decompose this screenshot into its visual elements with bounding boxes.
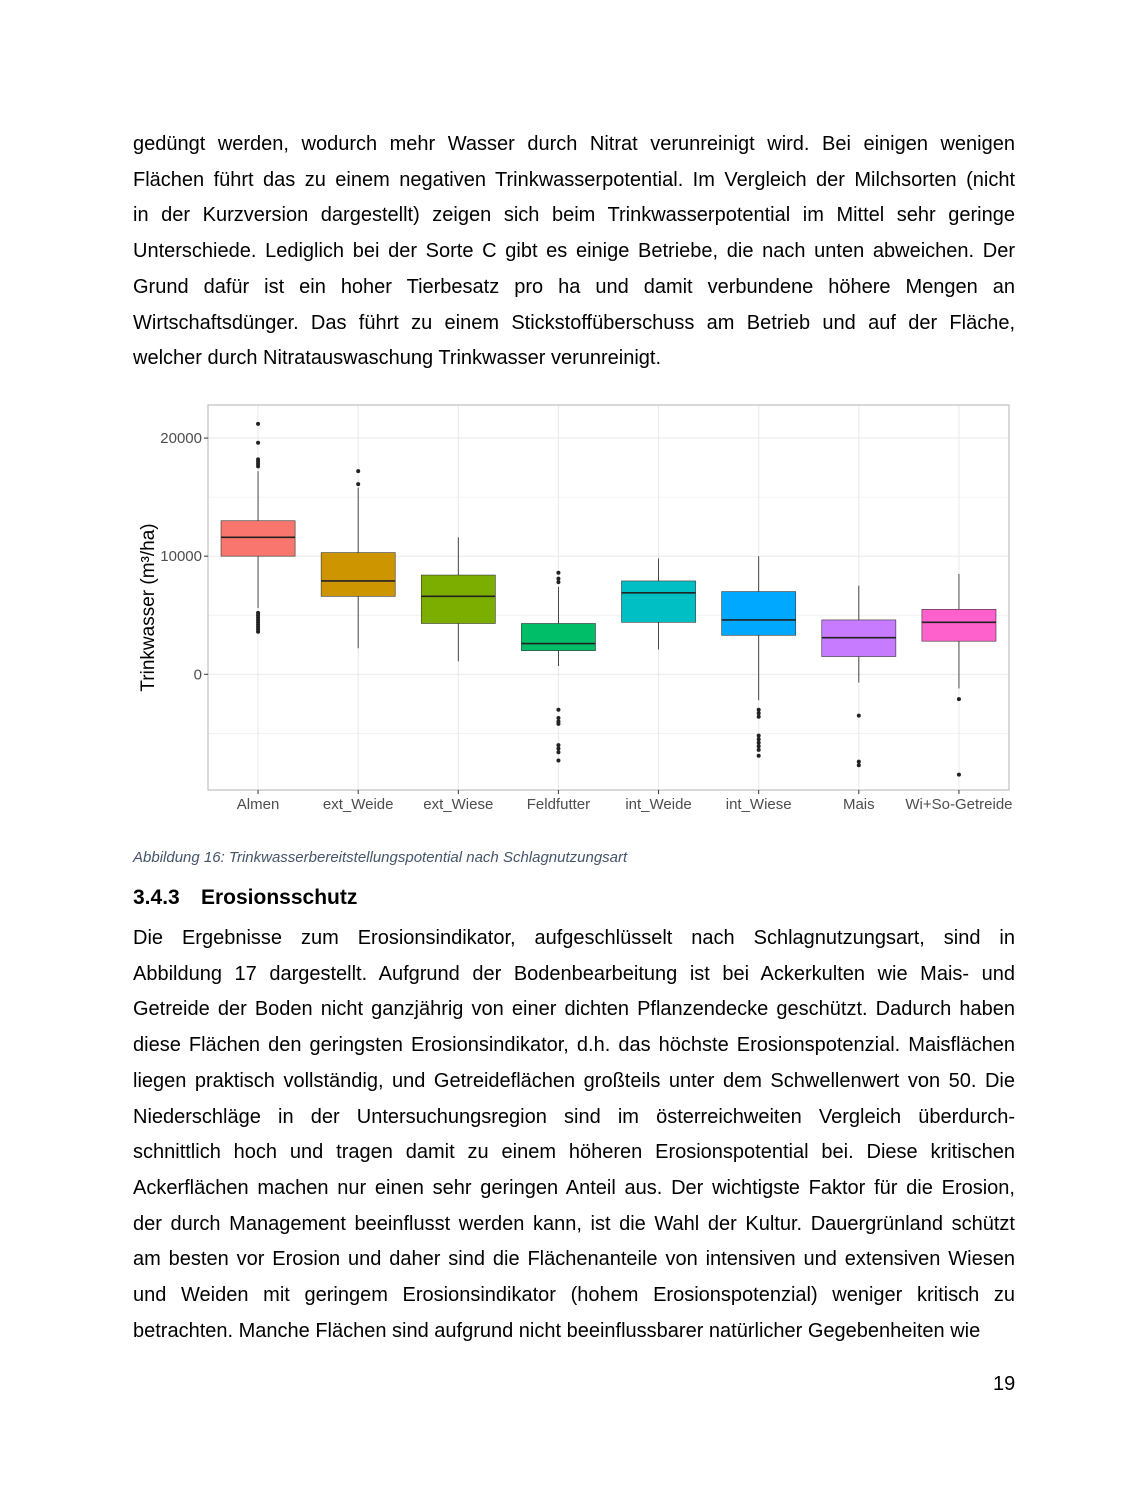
text-line: schnittlich hoch und tragen damit zu einem höheren Erosionspotential bei. Diese kritischen bbox=[133, 1141, 1015, 1164]
chart-y-axis-label: Trinkwasser (m³/ha) bbox=[138, 523, 159, 692]
text-line: und Weiden mit geringem Erosionsindikator (hohem Erosionspotenzial) weniger kritisch zu bbox=[133, 1284, 1015, 1307]
text-line: Getreide der Boden nicht ganzjährig von einer dichten Pflanzendecke geschützt. Dadurch haben bbox=[133, 998, 1015, 1021]
outlier-point bbox=[556, 722, 560, 726]
x-tick-label: ext_Wiese bbox=[423, 796, 494, 813]
y-tick-label: 10000 bbox=[160, 548, 202, 566]
y-tick-label: 20000 bbox=[160, 430, 202, 448]
outlier-point bbox=[256, 611, 260, 615]
figure-caption: Abbildung 16: Trinkwasserbereitstellungspotential nach Schlagnutzungsart bbox=[133, 849, 628, 866]
outlier-point bbox=[957, 697, 961, 701]
iqr-box bbox=[521, 623, 595, 650]
section-number: 3.4.3 bbox=[133, 886, 180, 909]
outlier-point bbox=[556, 750, 560, 754]
text-line: betrachten. Manche Flächen sind aufgrund nicht beeinflussbarer natürlicher Gegebenheiten wie bbox=[133, 1319, 981, 1342]
outlier-point bbox=[256, 441, 260, 445]
outlier-point bbox=[757, 715, 761, 719]
text-line: Wirtschaftsdünger. Das führt zu einem Stickstoffüberschuss am Betrieb und auf der Fläche, bbox=[133, 311, 1015, 334]
outlier-point bbox=[556, 716, 560, 720]
text-line: Die Ergebnisse zum Erosionsindikator, aufgeschlüsselt nach Schlagnutzungsart, sind in bbox=[133, 927, 1015, 949]
x-tick-label: ext_Weide bbox=[322, 796, 394, 813]
section-title: Erosionsschutz bbox=[201, 886, 358, 909]
outlier-point bbox=[556, 571, 560, 575]
outlier-point bbox=[757, 741, 761, 745]
outlier-point bbox=[556, 743, 560, 747]
text-line: Grund dafür ist ein hoher Tierbesatz pro ha und damit verbundene höhere Mengen an bbox=[133, 275, 1015, 298]
text-line: der durch Management beeinflusst werden kann, ist die Wahl der Kultur. Dauergrünland schützt bbox=[133, 1212, 1015, 1235]
x-tick-label: Wi+So-Getreide bbox=[905, 796, 1013, 813]
x-tick-label: int_Wiese bbox=[725, 796, 792, 813]
outlier-point bbox=[757, 744, 761, 748]
x-tick-label: Feldfutter bbox=[526, 796, 591, 813]
outlier-point bbox=[356, 482, 360, 486]
outlier-point bbox=[256, 422, 260, 426]
outlier-point bbox=[857, 714, 861, 718]
outlier-point bbox=[857, 763, 861, 767]
text-line: Unterschiede. Lediglich bei der Sorte C gibt es einige Betriebe, die nach unten abweichen. Der bbox=[133, 240, 1015, 263]
outlier-point bbox=[757, 711, 761, 715]
outlier-point bbox=[356, 469, 360, 473]
outlier-point bbox=[556, 758, 560, 762]
text-line: welcher durch Nitratauswaschung Trinkwasser verunreinigt. bbox=[133, 347, 662, 370]
text-line: in der Kurzversion dargestellt) zeigen sich beim Trinkwasserpotential im Mittel sehr geringe bbox=[133, 204, 1015, 227]
outlier-point bbox=[757, 734, 761, 738]
page-number: 19 bbox=[993, 1373, 1016, 1395]
text-line: liegen praktisch vollständig, und Getreideflächen großteils unter dem Schwellenwert von 50. Die bbox=[133, 1069, 1015, 1092]
y-tick-label: 0 bbox=[193, 666, 202, 684]
text-line: Ackerflächen machen nur einen sehr geringen Anteil aus. Der wichtigste Faktor für die Erosion, bbox=[133, 1176, 1015, 1199]
outlier-point bbox=[857, 760, 861, 764]
text-line: Niederschläge in der Untersuchungsregion sind im österreichweiten Vergleich überdurch- bbox=[133, 1105, 1015, 1128]
iqr-box bbox=[722, 592, 796, 636]
outlier-point bbox=[957, 773, 961, 777]
body-paragraph-1 bbox=[133, 127, 1015, 377]
iqr-box bbox=[922, 609, 996, 641]
boxplot-chart bbox=[130, 395, 1020, 825]
text-line: gedüngt werden, wodurch mehr Wasser durch Nitrat verunreinigt wird. Bei einigen wenigen bbox=[133, 133, 1015, 155]
chart-x-ticks bbox=[237, 790, 1013, 813]
chart-y-ticks bbox=[160, 430, 208, 683]
outlier-point bbox=[757, 708, 761, 712]
outlier-point bbox=[556, 577, 560, 581]
outlier-point bbox=[757, 748, 761, 752]
text-line: Abbildung 17 dargestellt. Aufgrund der Bodenbearbeitung ist bei Ackerkulten wie Mais- und bbox=[133, 962, 1015, 985]
text-line: diese Flächen den geringsten Erosionsindikator, d.h. das höchste Erosionspotenzial. Maisflächen bbox=[133, 1034, 1015, 1057]
outlier-point bbox=[256, 457, 260, 461]
outlier-point bbox=[556, 580, 560, 584]
outlier-point bbox=[556, 708, 560, 712]
iqr-box bbox=[421, 575, 495, 623]
text-line: am besten vor Erosion und daher sind die Flächenanteile von intensiven und extensiven Wiesen bbox=[133, 1248, 1015, 1271]
chart-grid bbox=[208, 405, 1009, 790]
outlier-point bbox=[556, 747, 560, 751]
outlier-point bbox=[757, 754, 761, 758]
body-paragraph-2 bbox=[133, 921, 1015, 1349]
x-tick-label: Mais bbox=[842, 796, 875, 813]
x-tick-label: Almen bbox=[236, 796, 280, 813]
iqr-box bbox=[622, 581, 696, 622]
x-tick-label: int_Weide bbox=[625, 796, 692, 813]
iqr-box bbox=[221, 521, 295, 556]
iqr-box bbox=[321, 553, 395, 597]
chart-panel-background bbox=[208, 405, 1009, 790]
outlier-point bbox=[757, 737, 761, 741]
section-heading bbox=[133, 886, 357, 910]
text-line: Flächen führt das zu einem negativen Trinkwasserpotential. Im Vergleich der Milchsorten (nicht bbox=[133, 168, 1015, 191]
